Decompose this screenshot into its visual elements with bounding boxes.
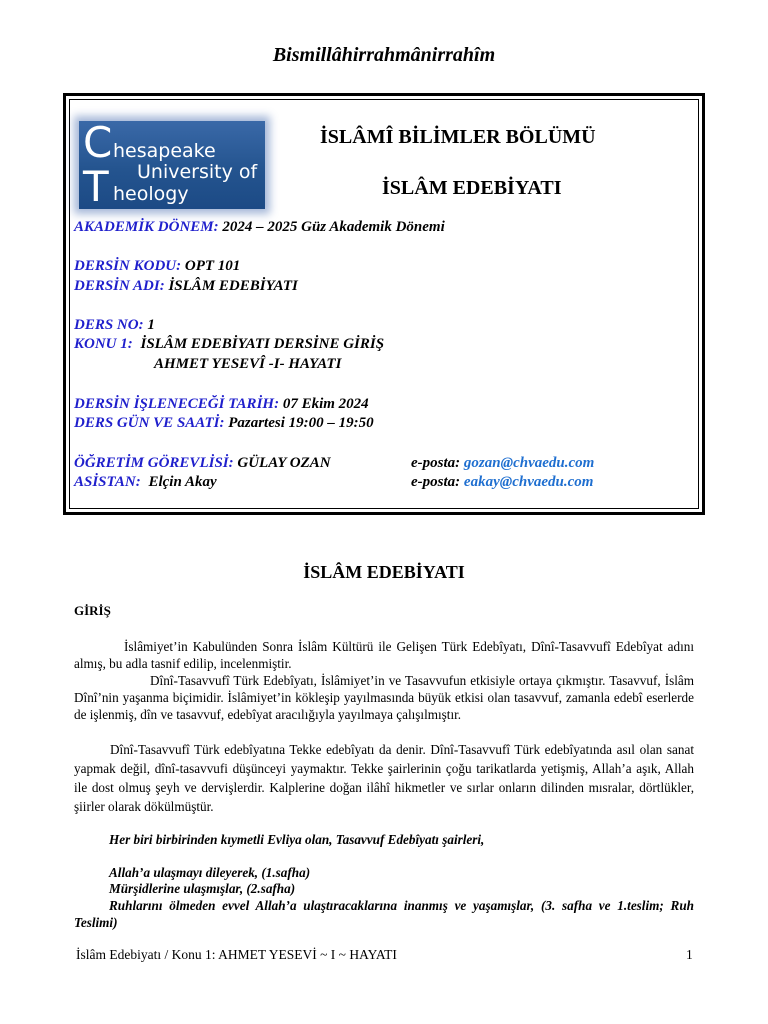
assistant-email-line (411, 473, 593, 492)
logo-line-2: University of (137, 161, 258, 183)
instructor-email-line (411, 454, 594, 473)
intro-heading: GİRİŞ (74, 603, 111, 618)
logo-letter-c: C (83, 118, 113, 167)
department-title: İSLÂMÎ BİLİMLER BÖLÜMÜ (320, 126, 596, 148)
course-name-value: İSLÂM EDEBİYATI (168, 278, 298, 294)
lesson-daytime-value: Pazartesi 19:00 – 19:50 (228, 415, 374, 431)
topic-line (74, 335, 384, 354)
topic-value-1: İSLÂM EDEBİYATI DERSİNE GİRİŞ (140, 336, 385, 352)
assistant-email-link[interactable]: eakay@chvaedu.com (463, 474, 594, 490)
topic-value-2: AHMET YESEVÎ -I- HAYATI (154, 356, 342, 372)
assistant-name: Elçin Akay (148, 474, 217, 490)
instructor-label: ÖĞRETİM GÖREVLİSİ: (74, 455, 234, 471)
logo-line-1: hesapeake (113, 140, 216, 162)
university-logo (79, 118, 265, 211)
lesson-date-label: DERSİN İŞLENECEĞİ TARİH: (74, 396, 280, 412)
quote-line-3: Ruhlarını ölmeden evvel Allah’a ulaştıracaklarına inanmış ve yaşamışlar, (3. safha ve 1.teslim; Ruh Teslimi) (74, 898, 694, 930)
page-number: 1 (686, 947, 693, 962)
quote-intro: Her biri birbirinden kıymetli Evliya olan, Tasavvuf Edebîyatı şairleri, (109, 832, 485, 847)
instructor-email-link[interactable]: gozan@chvaedu.com (463, 455, 595, 471)
course-name-label: DERSİN ADI: (74, 278, 165, 294)
assistant-label: ASİSTAN: (74, 474, 141, 490)
lesson-date-line (74, 395, 369, 414)
course-code-label: DERSİN KODU: (74, 258, 182, 274)
course-name-line (74, 277, 298, 296)
assistant-line (74, 473, 217, 492)
basmala-heading: Bismillâhirrahmânirrahîm (272, 44, 496, 66)
quote-line-1: Allah’a ulaşmayı dileyerek, (1.safha) (109, 865, 311, 880)
lesson-no-value: 1 (147, 317, 155, 333)
assistant-email-label: e-posta: (411, 474, 461, 490)
logo-line-3: heology (113, 183, 189, 205)
footer-text: İslâm Edebiyatı / Konu 1: AHMET YESEVİ ~ I ~ HAYATI (76, 947, 397, 962)
academic-term-value: 2024 – 2025 Güz Akademik Dönemi (222, 219, 445, 235)
logo-letter-t: T (83, 162, 109, 211)
paragraph-1: İslâmiyet’in Kabulünden Sonra İslâm Kültürü ile Gelişen Türk Edebîyatı, Dînî-Tasavvufî Edebîyat adını almış, bu adla tasnif edilip, incelenmiştir. (74, 639, 694, 671)
section-title: İSLÂM EDEBİYATI (303, 562, 465, 582)
course-code-value: OPT 101 (184, 258, 241, 274)
paragraph-2: Dînî-Tasavvufî Türk Edebîyatı, İslâmiyet’in ve Tasavvufun etkisiyle ortaya çıkmıştır. Tasavvuf, İslâm Dînî’nin yaşanma biçimidir. İslâmiyet’in kökleşip yayılmasında büyük etkisi olan tasavvuf, zamanla edebî eserlerde de işlenmiş, dîn ve tasavvuf, edebîyat aracılığıyla yayılmaya çalışılmıştır. (74, 673, 694, 722)
lesson-no-line (74, 316, 155, 335)
lesson-no-label: DERS NO: (74, 317, 144, 333)
course-title: İSLÂM EDEBİYATI (382, 177, 562, 199)
topic-label: KONU 1: (74, 336, 133, 352)
instructor-name: GÜLAY OZAN (237, 455, 331, 471)
instructor-email-label: e-posta: (411, 455, 461, 471)
quote-line-2: Mürşidlerine ulaşmışlar, (2.safha) (109, 881, 296, 896)
paragraph-3: Dînî-Tasavvufî Türk edebîyatına Tekke edebîyatı da denir. Dînî-Tasavvufî Türk edebîyatında asıl olan sanat yapmak değil, dînî-tasavvufi düşünceyi yaymaktır. Tekke şairlerinin çoğu tarikatlarda yetişmiş, Allah’a aşık, Allah ile dost olmuş şeyh ve dervişlerdir. Kalplerine doğan ilâhî hikmetler ve sırlar onların dilinden mısralar, dörtlükler, şiirler olarak dökülmüştür. (74, 742, 694, 814)
lesson-date-value: 07 Ekim 2024 (282, 396, 369, 412)
academic-term-label: AKADEMİK DÖNEM: (74, 219, 219, 235)
lesson-daytime-label: DERS GÜN VE SAATİ: (74, 415, 225, 431)
instructor-line (74, 454, 331, 473)
lesson-daytime-line (74, 414, 374, 433)
course-code-line (74, 257, 240, 276)
academic-term-line (74, 218, 445, 237)
